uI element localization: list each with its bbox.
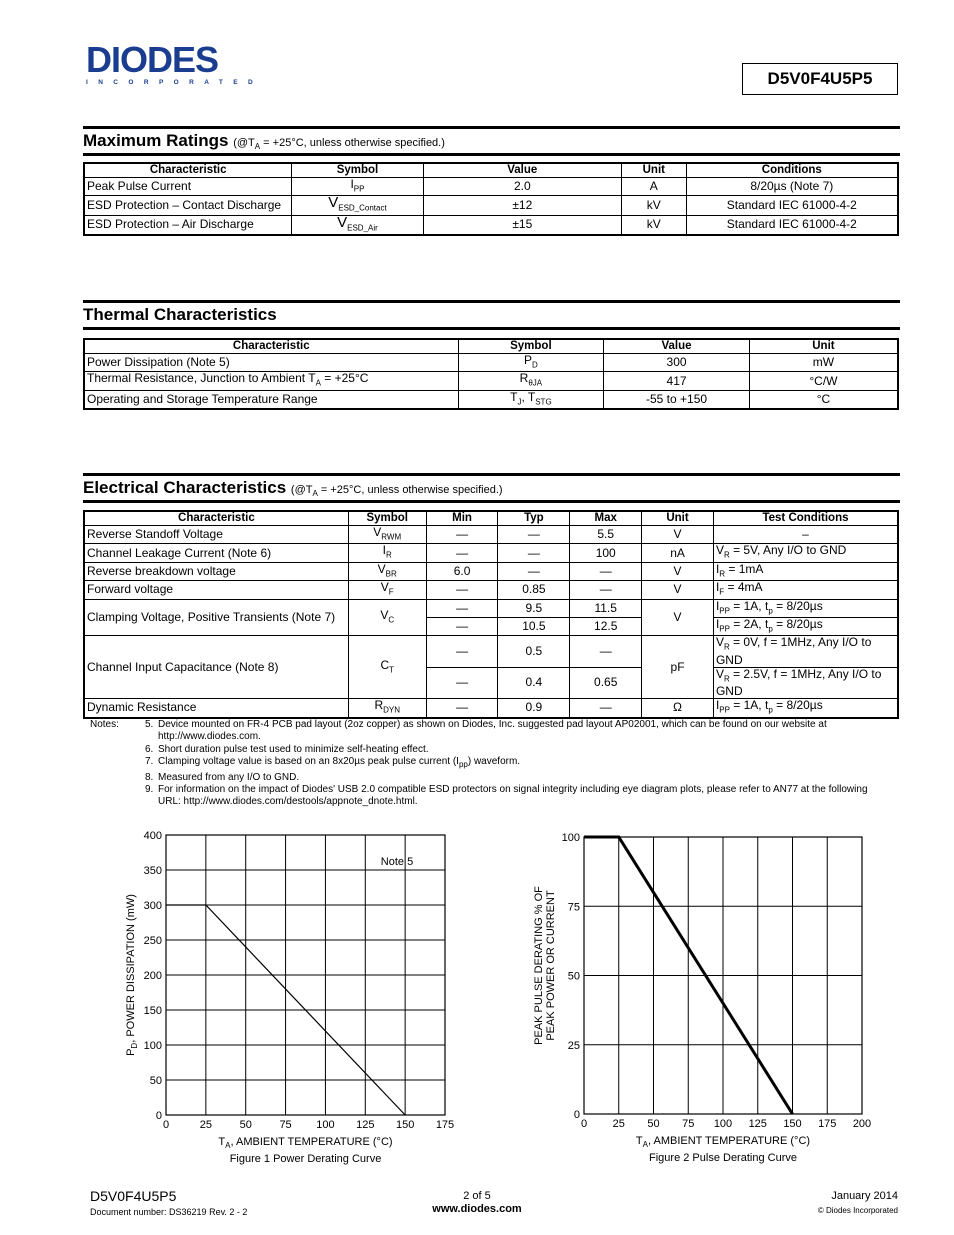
note-item: 5. Device mounted on FR-4 PCB pad layout (2oz copper) as shown on Diodes, Inc. suggested pad layout AP02001, which can be found on our website at http://www.diodes.com. xyxy=(145,719,827,743)
x-axis-label: $T_A$, AMBIENT TEMPERATURE (°C) xyxy=(218,1136,393,1150)
y-tick-label: 200 xyxy=(143,970,162,982)
col-header: Unit xyxy=(749,339,898,354)
part-number-box: D5V0F4U5P5 xyxy=(742,63,898,95)
col-header: Symbol xyxy=(458,339,604,354)
electrical-header xyxy=(83,473,900,503)
x-tick-label: 50 xyxy=(647,1118,660,1130)
table-header-row xyxy=(84,163,898,178)
x-tick-label: 125 xyxy=(748,1118,767,1130)
table-row: Clamping Voltage, Positive Transients (Note 7) $V_C$ — 9.5 11.5 V $I_{PP} = 1A$, $t_p = 8/20\mu s$ xyxy=(84,599,898,617)
note-item: 6. Short duration pulse test used to minimize self-heating effect. xyxy=(145,743,429,755)
table-row: Thermal Resistance, Junction to Ambient $T_A = +25^\circ C$ $R_{\theta JA}$ 417 °C/W xyxy=(84,372,898,390)
max-ratings-header xyxy=(83,126,900,156)
figure-caption: Figure 1 Power Derating Curve xyxy=(229,1153,382,1165)
y-axis-label-line1: PEAK PULSE DERATING % OF xyxy=(533,886,545,1045)
thermal-table xyxy=(83,338,899,410)
figure-caption: Figure 2 Pulse Derating Curve xyxy=(649,1152,797,1164)
col-header: Unit xyxy=(621,163,686,178)
note-item: 9. For information on the impact of Diodes' USB 2.0 compatible ESD protectors on signal integrity including eye diagram plots, please refer to AN77 at the following URL: http://www.diodes.com/destools/appnote_dnote.html. xyxy=(145,784,868,808)
col-header: Conditions xyxy=(686,163,898,178)
x-tick-label: 0 xyxy=(162,1119,170,1131)
y-tick-label: 250 xyxy=(143,935,162,947)
x-tick-label: 200 xyxy=(852,1118,872,1130)
y-tick-label: 75 xyxy=(567,901,580,914)
x-tick-label: 0 xyxy=(580,1118,588,1130)
power-derating-chart xyxy=(90,825,480,1170)
table-row: Operating and Storage Temperature Range $T_J$, $T_{STG}$ -55 to +150 °C xyxy=(84,390,898,409)
table-row: Channel Input Capacitance (Note 8) $C_T$ — 0.5 — pF $V_R = 0V$, f = 1MHz, Any I/O to GND xyxy=(84,636,898,667)
table-row: Reverse Standoff Voltage $V_{RWM}$ — — 5.5 V – xyxy=(84,526,898,544)
electrical-table xyxy=(83,510,899,719)
table-row: — 10.5 12.5 $I_{PP} = 2A$, $t_p = 8/20\mu s$ xyxy=(84,617,898,635)
x-tick-label: 50 xyxy=(239,1119,252,1131)
footer-part: D5V0F4U5P5 xyxy=(90,1188,177,1204)
y-tick-label: 100 xyxy=(561,832,580,844)
pulse-derating-chart xyxy=(520,825,910,1170)
table-row: Channel Leakage Current (Note 6) $I_R$ — — 100 nA $V_R = 5V$, Any I/O to GND xyxy=(84,544,898,562)
table-row: Reverse breakdown voltage $V_{BR}$ 6.0 — — V $I_R = 1mA$ xyxy=(84,562,898,580)
diodes-logo xyxy=(86,39,266,88)
power-derating-svg xyxy=(90,825,480,1170)
footer-url[interactable]: www.diodes.com xyxy=(432,1203,522,1215)
x-tick-label: 175 xyxy=(435,1119,455,1131)
y-tick-label: 0 xyxy=(573,1109,580,1121)
logo-subtitle: INCORPORATED xyxy=(86,79,264,86)
col-header: Characteristic xyxy=(84,339,458,354)
table-header-row xyxy=(84,339,898,354)
y-tick-label: 400 xyxy=(143,830,162,842)
footer-copyright: © Diodes Incorporated xyxy=(817,1206,898,1215)
table-header-row: Characteristic Symbol Min Typ Max Unit Test Conditions xyxy=(84,511,898,526)
col-header: Value xyxy=(604,339,750,354)
x-tick-label: 100 xyxy=(316,1119,335,1131)
section-title: Thermal Characteristics xyxy=(83,305,277,324)
y-tick-label: 350 xyxy=(143,865,162,877)
y-tick-label: 300 xyxy=(143,900,162,912)
x-tick-label: 175 xyxy=(818,1118,837,1130)
table-row: Dynamic Resistance $R_{DYN}$ — 0.9 — Ω $I_{PP} = 1A$, $t_p = 8/20\mu s$ xyxy=(84,699,898,718)
col-header: Value xyxy=(423,163,621,178)
table-row: ESD Protection – Air Discharge $V_{ESD\_Air}$ ±15 kV Standard IEC 61000-4-2 xyxy=(84,215,898,235)
section-title: Electrical Characteristics ($@T_A = +25^\circ C$, unless otherwise specified.) xyxy=(83,478,503,499)
logo-word: DIODES xyxy=(86,39,219,80)
y-tick-label: 0 xyxy=(155,1110,162,1122)
y-tick-label: 150 xyxy=(143,1005,162,1017)
chart-annotation: Note 5 xyxy=(380,856,414,868)
thermal-header xyxy=(83,300,900,330)
table-row: — 0.4 0.65 $V_R = 2.5V$, f = 1MHz, Any I/O to GND xyxy=(84,667,898,698)
table-row: Power Dissipation (Note 5) $P_D$ 300 mW xyxy=(84,354,898,372)
x-tick-label: 150 xyxy=(395,1119,415,1131)
x-tick-label: 25 xyxy=(612,1118,625,1130)
x-tick-label: 25 xyxy=(199,1119,212,1131)
x-tick-label: 75 xyxy=(279,1119,292,1131)
notes-label: Notes: xyxy=(90,719,119,730)
x-tick-label: 75 xyxy=(682,1118,695,1130)
y-axis-label: $P_D$, POWER DISSIPATION (mW) xyxy=(125,894,139,1056)
max-ratings-table xyxy=(83,162,899,236)
table-row: ESD Protection – Contact Discharge $V_{ESD\_Contact}$ ±12 kV Standard IEC 61000-4-2 xyxy=(84,196,898,215)
x-axis-label: $T_A$, AMBIENT TEMPERATURE (°C) xyxy=(635,1135,811,1149)
y-tick-label: 100 xyxy=(143,1040,162,1052)
y-tick-label: 25 xyxy=(567,1039,580,1052)
footer-page: 2 of 5 xyxy=(463,1190,491,1202)
y-tick-label: 50 xyxy=(149,1075,162,1087)
y-tick-label: 50 xyxy=(567,970,580,983)
x-tick-label: 125 xyxy=(356,1119,375,1131)
pulse-derating-svg xyxy=(520,825,910,1170)
x-tick-label: 150 xyxy=(783,1118,802,1130)
x-tick-label: 100 xyxy=(713,1118,733,1130)
footer-date: January 2014 xyxy=(831,1190,898,1202)
note-item: 8. Measured from any I/O to GND. xyxy=(145,771,300,783)
col-header: Characteristic xyxy=(84,163,292,178)
table-row: Forward voltage $V_F$ — 0.85 — V $I_F = 4mA$ xyxy=(84,581,898,599)
table-row: Peak Pulse Current $I_{PP}$ 2.0 A 8/20µs (Note 7) xyxy=(84,178,898,196)
y-axis-label-line2: PEAK POWER OR CURRENT xyxy=(545,890,557,1041)
footer-doc-number: Document number: DS36219 Rev. 2 - 2 xyxy=(90,1207,248,1217)
section-title: Maximum Ratings ($@T_A = +25^\circ C$, unless otherwise specified.) xyxy=(83,131,445,152)
col-header: Symbol xyxy=(292,163,423,178)
note-item: 7. Clamping voltage value is based on an 8x20µs peak pulse current $(I_{pp})$ waveform. xyxy=(145,756,521,770)
